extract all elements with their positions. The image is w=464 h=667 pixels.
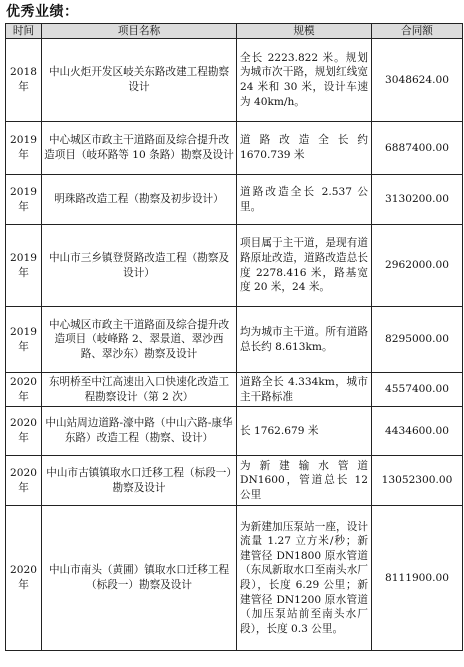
row-scale: 长 1762.679 米 — [237, 407, 372, 456]
performance-table — [5, 23, 463, 651]
table-header-row — [6, 24, 463, 39]
table-row — [6, 175, 463, 225]
table-row — [6, 407, 463, 456]
row-project-name: 中山市古镇镇取水口迁移工程（标段一）勘察及设计 — [42, 456, 237, 506]
table-row — [6, 122, 463, 175]
row-year: 2019年 — [6, 225, 42, 307]
row-amount: 8111900.00 — [372, 506, 463, 651]
row-project-name: 中山火炬开发区岐关东路改建工程勘察设计 — [42, 39, 237, 122]
table-row — [6, 373, 463, 407]
row-scale: 全长 2223.822 米。规划为城市次干路，规划红线宽 24 米和 30 米，设计车速为 40km/h。 — [237, 39, 372, 122]
row-scale: 为新建加压泵站一座，设计流量 1.27 立方米/秒；新建管径 DN1800 原水管道（东凤新取水口至南头水厂段），长度 6.29 公里；新建管径 DN1200 原水管道（加压泵站前至南头水厂段），长度 0.3 公里。 — [237, 506, 372, 651]
row-scale: 道路改造全长约 1670.739 米 — [237, 122, 372, 175]
header-project-name: 项目名称 — [42, 24, 237, 39]
row-year: 2019年 — [6, 307, 42, 373]
row-project-name: 东明桥至中江高速出入口快速化改造工程勘察设计（第 2 次） — [42, 373, 237, 407]
row-project-name: 中心城区市政主干道路面及综合提升改造项目（岐峰路 2、翠景道、翠沙西路、翠沙东）勘察及设计 — [42, 307, 237, 373]
row-year: 2019年 — [6, 122, 42, 175]
row-amount: 4557400.00 — [372, 373, 463, 407]
row-year: 2020年 — [6, 506, 42, 651]
header-contract-amount: 合同额 — [372, 24, 463, 39]
row-year: 2020年 — [6, 456, 42, 506]
row-project-name: 中山市南头（黄圃）镇取水口迁移工程（标段一）勘察及设计 — [42, 506, 237, 651]
row-project-name: 明珠路改造工程（勘察及初步设计） — [42, 175, 237, 225]
row-year: 2018年 — [6, 39, 42, 122]
row-year: 2019年 — [6, 175, 42, 225]
row-amount: 3130200.00 — [372, 175, 463, 225]
row-amount: 2962000.00 — [372, 225, 463, 307]
row-amount: 3048624.00 — [372, 39, 463, 122]
row-scale: 道路改造全长 2.537 公里。 — [237, 175, 372, 225]
table-row — [6, 39, 463, 122]
section-title: 优秀业绩： — [6, 4, 79, 20]
row-scale: 道路全长 4.334km，城市主干路标准 — [237, 373, 372, 407]
row-year: 2020年 — [6, 407, 42, 456]
row-project-name: 中山市三乡镇登贤路改造工程（勘察及设计） — [42, 225, 237, 307]
table-row — [6, 506, 463, 651]
header-scale: 规模 — [237, 24, 372, 39]
row-amount: 8295000.00 — [372, 307, 463, 373]
row-project-name: 中心城区市政主干道路面及综合提升改造项目（岐环路等 10 条路）勘察及设计 — [42, 122, 237, 175]
header-time: 时间 — [6, 24, 42, 39]
table-row — [6, 307, 463, 373]
table-row — [6, 225, 463, 307]
row-amount: 13052300.00 — [372, 456, 463, 506]
row-scale: 均为城市主干道。所有道路总长约 8.613km。 — [237, 307, 372, 373]
table-row — [6, 456, 463, 506]
row-project-name: 中山站周边道路-濠中路（中山六路-康华东路）改造工程（勘察、设计） — [42, 407, 237, 456]
row-year: 2020年 — [6, 373, 42, 407]
row-scale: 为新建输水管道 DN1600，管道总长 12 公里 — [237, 456, 372, 506]
row-amount: 4434600.00 — [372, 407, 463, 456]
row-amount: 6887400.00 — [372, 122, 463, 175]
row-scale: 项目属于主干道，是现有道路原址改造，道路改造总长度 2278.416 米，路基宽度 20 米，24 米。 — [237, 225, 372, 307]
